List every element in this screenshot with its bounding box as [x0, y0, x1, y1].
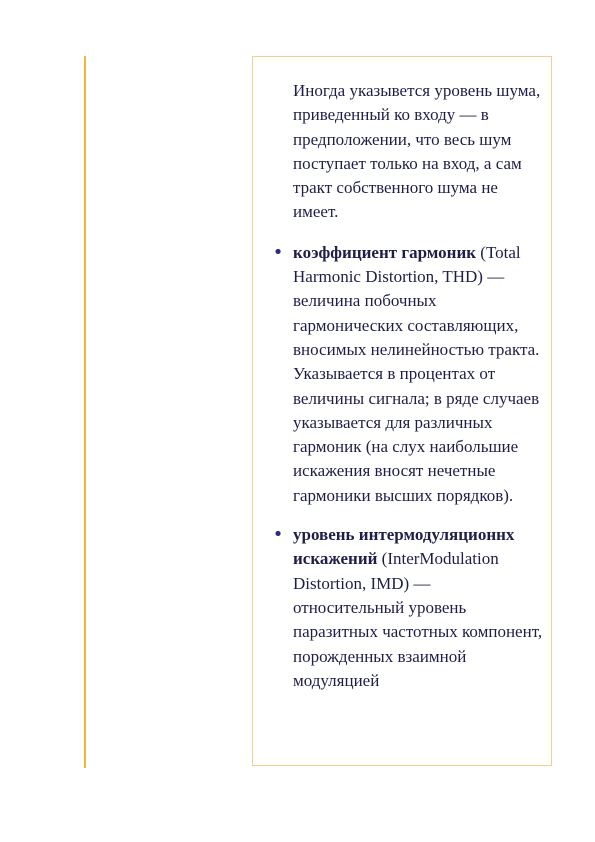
list-item-text [293, 241, 545, 508]
list-item-thd [272, 241, 545, 508]
margin-rule [84, 56, 86, 768]
panel-content [272, 79, 545, 693]
list-item-imd [272, 523, 545, 693]
latin-name-thd: (Total Harmonic Distortion, THD) [293, 242, 521, 287]
intro-paragraph: Иногда указывется уровень шума, приведенный ко входу — в предположении, что весь шум поступает только на вход, а сам тракт собственного шума не имеет. [293, 81, 541, 222]
definition-thd: — величина побочных гармонических составляющих, вносимых нелинейностью тракта. Указывается в процентах от величины сигнала; в ряде случаев указывается для различных гармоник (на слух наибольшие искажения вносят нечетные гармоники высших порядков). [293, 267, 540, 505]
list-item-text [293, 523, 545, 693]
text-panel [252, 56, 552, 766]
term-imd: уровень интермодуляционнх искажений [293, 525, 515, 569]
bullet-icon: • [272, 241, 284, 263]
bullet-icon: • [272, 524, 284, 546]
latin-name-imd: (InterModulation Distortion, IMD) [293, 549, 499, 593]
term-thd: коэффициент гармоник [293, 242, 477, 262]
definition-imd: — относительный уровень паразитных частотных компонент, порожденных взаимной модуляцией [293, 573, 543, 690]
